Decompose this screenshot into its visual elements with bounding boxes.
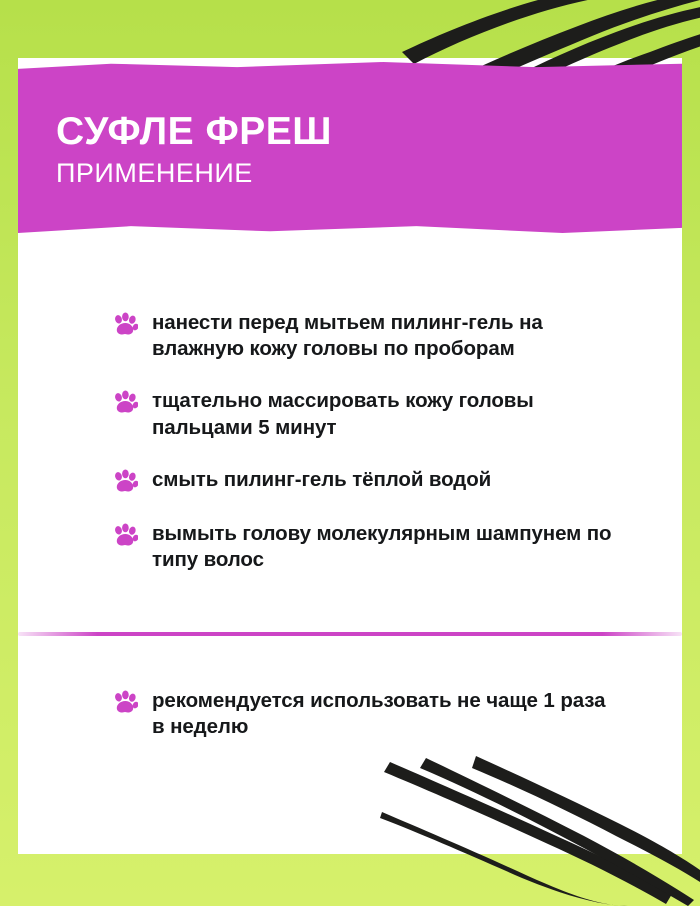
- header-text-block: [56, 112, 616, 189]
- list-item-label: смыть пилинг-гель тёплой водой: [152, 467, 492, 491]
- list-item: [112, 688, 612, 740]
- list-item-label: тщательно массировать кожу головы пальцами 5 минут: [152, 389, 534, 439]
- paw-icon: [112, 523, 138, 549]
- section-divider: [18, 632, 682, 636]
- list-item: [112, 310, 612, 362]
- list-item-label: вымыть голову молекулярным шампунем по типу волос: [152, 521, 612, 572]
- paw-icon: [112, 312, 138, 338]
- steps-list: [112, 310, 612, 599]
- list-item: [112, 388, 612, 440]
- paw-icon: [112, 390, 138, 416]
- paw-icon: [112, 469, 138, 495]
- note-label: рекомендуется использовать не чаще 1 раза в неделю: [152, 689, 606, 739]
- page-subtitle: ПРИМЕНЕНИЕ: [56, 157, 253, 188]
- note-block: [112, 688, 612, 766]
- list-item: [112, 467, 612, 495]
- list-item: [112, 521, 612, 573]
- list-item-label: нанести перед мытьем пилинг-гель на влажную кожу головы по проборам: [152, 311, 543, 361]
- paw-icon: [112, 690, 138, 716]
- page-title: СУФЛЕ ФРЕШ: [56, 110, 332, 153]
